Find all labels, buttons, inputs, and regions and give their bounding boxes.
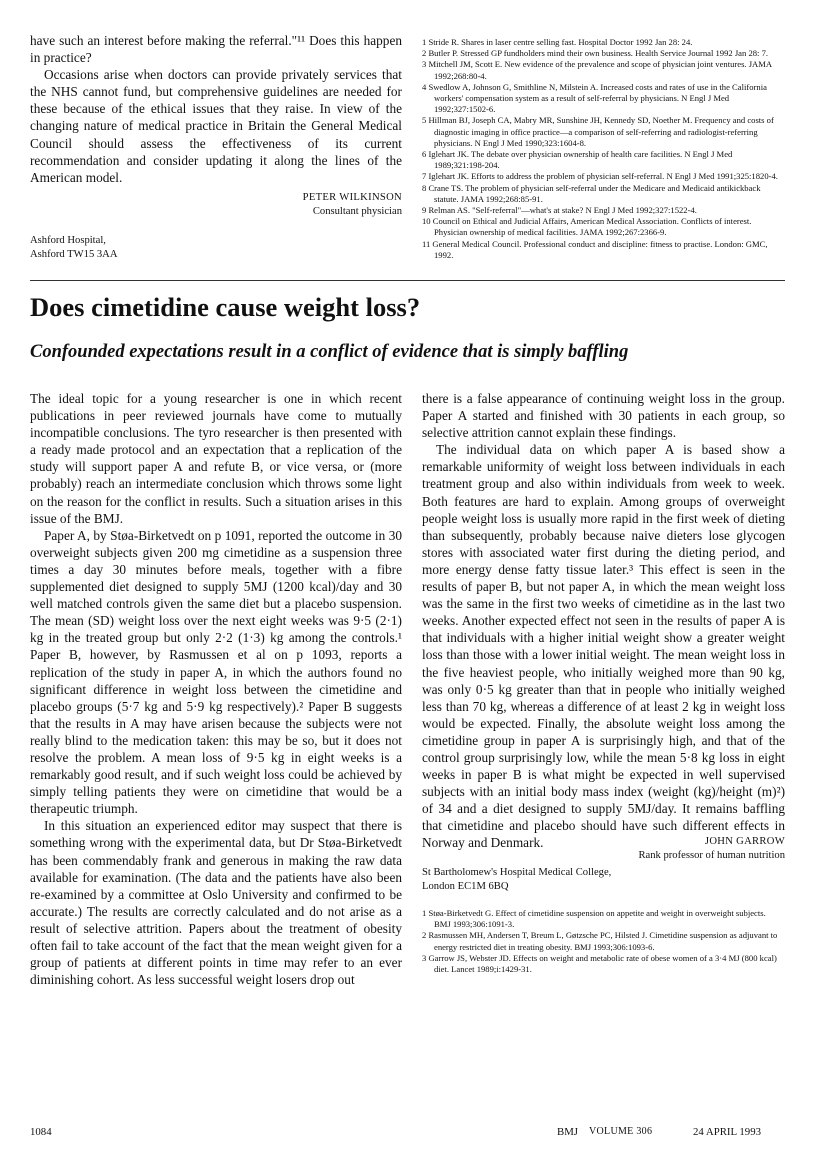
reference: 2 Rasmussen MH, Andersen T, Breum L, Gøtzsche PC, Hilsted J. Cimetidine suspension as adjuvant to energy restricted diet in treating obesity. BMJ 1993;306:1093-6. — [422, 930, 778, 952]
reference: 6 Iglehart JK. The debate over physician ownership of health care facilities. N Engl J Med 1989;321:198-204. — [422, 149, 733, 171]
article-title: Does cimetidine cause weight loss? — [30, 292, 421, 322]
article-right-column — [422, 390, 785, 852]
article-left-column — [30, 390, 402, 988]
paragraph: In this situation an experienced editor may suspect that there is something wrong with the experimental data, but Dr Støa-Birketvedt has been commendably frank and generous in making the raw data available for examination. (The data and the patients have also been re-examined by a committee at Oslo University and confirmed to be accurate.) The results are correctly calculated and do not arise as a result of selective attrition. Papers about the treatment of obesity often fail to take account of the fact that the mean weight given for a group of patients at different points in time may refer to an ever diminishing cohort. As less successful weight losers drop out — [30, 818, 402, 988]
reference: 2 Butler P. Stressed GP fundholders mind their own business. Health Service Journal 1992 Jan 28: 7. — [422, 48, 769, 59]
reference: 10 Council on Ethical and Judicial Affairs, American Medical Association. Conflicts of interest. Physician ownership of medical facilities. JAMA 1992;267:2366-9. — [422, 216, 752, 238]
reference: 1 Stride R. Shares in laser centre selling fast. Hospital Doctor 1992 Jan 28: 24. — [422, 37, 693, 47]
issue-date: 24 APRIL 1993 — [693, 1126, 761, 1138]
reference: 3 Mitchell JM, Scott E. New evidence of the prevalence and scope of physician joint ventures. JAMA 1992;268:80-4. — [422, 59, 772, 81]
address-line: St Bartholomew's Hospital Medical College, — [422, 867, 612, 878]
reference: 1 Støa-Birketvedt G. Effect of cimetidine suspension on appetite and weight in overweight subjects. BMJ 1993;306:1091-3. — [422, 908, 766, 930]
reference: 3 Garrow JS, Webster JD. Effects on weight and metabolic rate of obese women of a 3·4 MJ (800 kcal) diet. Lancet 1989;i:1429-31. — [422, 952, 777, 975]
previous-author-address — [30, 234, 280, 261]
address-line: London EC1M 6BQ — [422, 880, 509, 892]
article-author-address — [422, 866, 782, 893]
author-name: PETER WILKINSON — [302, 192, 402, 203]
address-line: Ashford Hospital, — [30, 235, 106, 246]
reference: 7 Iglehart JK. Efforts to address the problem of physician self-referral. N Engl J Med 1991;325:1820-4. — [422, 171, 778, 182]
reference: 4 Swedlow A, Johnson G, Smithline N, Milstein A. Increased costs and rates of use in the California workers' compensation system as a result of self-referral by physicians. N Engl J Med 1992;327:1502-6. — [422, 81, 767, 115]
previous-author-block — [200, 191, 402, 218]
article-author-block — [560, 835, 785, 862]
journal-volume: VOLUME 306 — [589, 1126, 653, 1137]
reference: 5 Hillman BJ, Joseph CA, Mabry MR, Sunshine JH, Kennedy SD, Noether M. Frequency and costs of diagnostic imaging in office practice—a comparison of self-referring and radiologist-referring physicians. N Engl J Med 1990;323:1604-8. — [422, 115, 774, 148]
reference: 8 Crane TS. The problem of physician self-referral under the Medicare and Medicaid antikickback statute. JAMA 1992;268:85-91. — [422, 182, 761, 204]
page-number: 1084 — [30, 1126, 52, 1138]
paragraph: there is a false appearance of continuing weight loss in the group. Paper A started and finished with 30 patients in each group, so selective attrition cannot explain these findings. — [422, 391, 785, 441]
paragraph: The individual data on which paper A is based show a remarkable uniformity of weight loss between individuals in each treatment group and also within individuals from week to week. Both features are hard to explain. Among groups of overweight people weight loss is usually more rapid in the first week of dieting than subsequently, probably because naive dieters lose glycogen stores with associated water first during the dieting period, and more energy dense fatty tissue later.³ This effect is seen in the results of paper B, but not paper A, in which the mean weight loss was the same in the first two weeks of cimetidine as in the last two weeks. Another expected effect not seen in the results of paper A is that individuals with a higher initial weight show a greater weight loss than those with a lower initial weight. The mean weight loss in the five heaviest people, who initially weighed more than 90 kg, was only 0·5 kg greater than that in people who initially weighed less than 70 kg, whereas a difference of at least 2 kg in weight loss would be expected. Finally, the absolute weight loss among the cimetidine group in paper A is surprisingly high, and that of the control group surprisingly low, while the mean 5·8 kg loss in eight weeks in paper B is what might be expected in well supervised subjects with an initial body mass index (weight (kg)/height (m)²) of 34 and a diet designed to supply 5MJ/day. It remains baffling that cimetidine and placebo should have such different effects in Norway and Denmark. — [422, 442, 785, 851]
reference: 9 Relman AS. "Self-referral"—what's at stake? N Engl J Med 1992;327:1522-4. — [422, 205, 697, 216]
previous-article-conclusion — [30, 32, 402, 186]
author-title: Consultant physician — [312, 205, 402, 217]
paragraph: Occasions arise when doctors can provide privately services that the NHS cannot fund, but comprehensive guidelines are needed for these because of the ethical issues that they raise. In view of the changing nature of medical practice in Britain the General Medical Council should assess the effectiveness of its current recommendation and consider updating it along the lines of the American model. — [30, 67, 402, 185]
journal-name: BMJ — [557, 1126, 579, 1138]
author-title: Rank professor of human nutrition — [638, 849, 785, 861]
previous-article-references — [422, 37, 784, 261]
author-name: JOHN GARROW — [704, 836, 785, 847]
article-subtitle: Confounded expectations result in a conflict of evidence that is simply baffling — [30, 342, 629, 362]
paragraph: have such an interest before making the referral."¹¹ Does this happen in practice? — [30, 33, 402, 66]
paragraph: The ideal topic for a young researcher is one in which recent publications in peer reviewed journals have come to mutually incompatible conclusions. The tyro researcher is then presented with a ready made protocol and an expectation that a replication of the study will support paper A and refute B, or vice versa, or (more probably) reach an intermediate conclusion which throws some light on the reason for the conflict in results. Such a situation arises in this issue of the BMJ. — [30, 391, 402, 526]
section-divider — [30, 280, 785, 281]
reference: 11 General Medical Council. Professional conduct and discipline: fitness to practise. London: GMC, 1992. — [422, 238, 768, 260]
article-references — [422, 908, 784, 975]
paragraph: Paper A, by Støa-Birketvedt on p 1091, reported the outcome in 30 overweight subjects given 200 mg cimetidine as a suspension three times a day 30 minutes before meals, together with a fibre supplemented diet designed to supply 5MJ (1200 kcal)/day and 30 well matched controls given the same diet but a placebo suspension. The mean (SD) weight loss over the next eight weeks was 9·5 (2·1) kg in the treated group but only 2·2 (1·3) kg among the controls.¹ Paper B, however, by Rasmussen et al on p 1093, reports a replication of the study in paper A, in which the authors found no significant difference in weight loss between the cimetidine and placebo groups (5·7 kg and 5·9 kg respectively).² Paper B suggests that the results in A may have arisen because the subjects were not really blind to the medication taken: this may be so, but it does not resolve the problem. A mean loss of 9·5 kg in eight weeks is a remarkably good result, and if such weight loss could be achieved by simply telling patients they were on cimetidine that would be a therapeutic triumph. — [30, 527, 402, 817]
address-line: Ashford TW15 3AA — [30, 248, 118, 260]
